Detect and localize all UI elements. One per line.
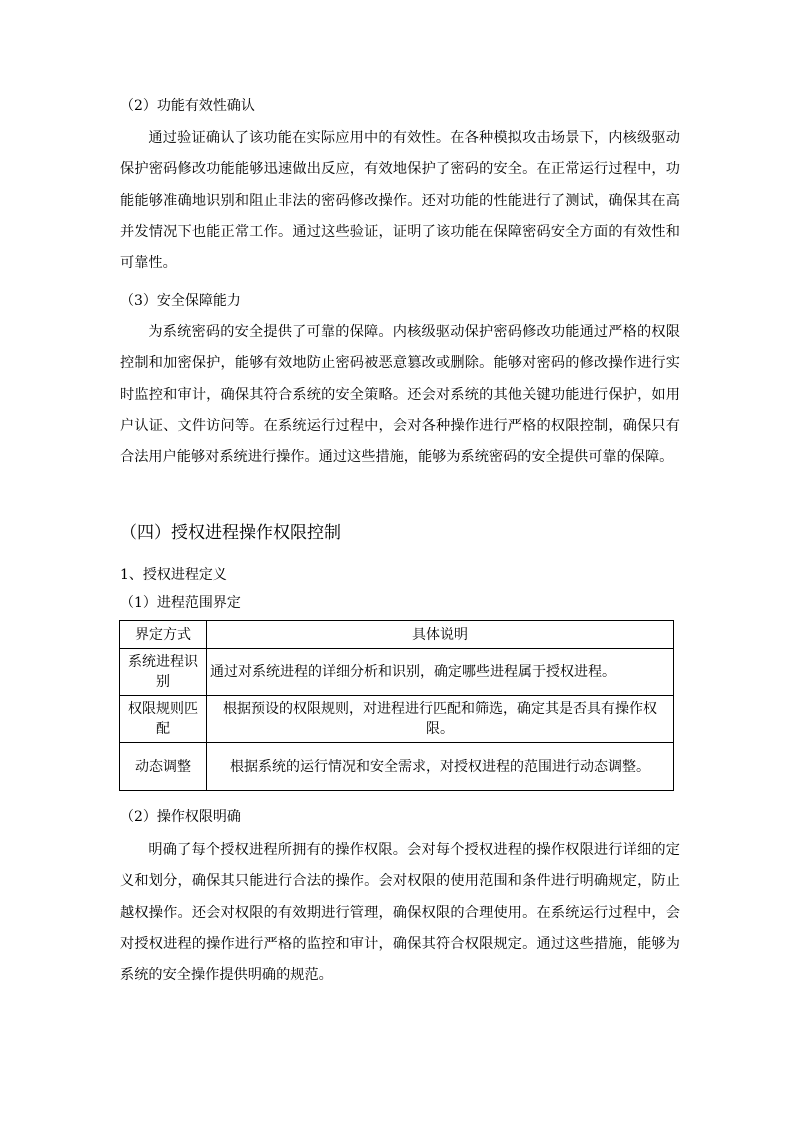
item-heading-process-definition: 1、授权进程定义 [120, 567, 227, 583]
section-heading-security-assurance: （3）安全保障能力 [120, 293, 241, 309]
table-cell-description: 通过对系统进程的详细分析和识别，确定哪些进程属于授权进程。 [207, 649, 674, 696]
table-header-cell: 具体说明 [207, 621, 674, 649]
paragraph-security-assurance: 为系统密码的安全提供了可靠的保障。内核级驱动保护密码修改功能通过严格的权限控制和加密保护，能够有效地防止密码被恶意篡改或删除。能够对密码的修改操作进行实时监控和审计，确保其符合系统的安全策略。还会对系统的其他关键功能进行保护，如用户认证、文件访问等。在系统运行过程中，会对各种操作进行严格的权限控制，确保只有合法用户能够对系统进行操作。通过这些措施，能够为系统密码的安全提供可靠的保障。 [120, 324, 680, 466]
process-scope-table [119, 620, 674, 791]
table-cell-description: 根据系统的运行情况和安全需求，对授权进程的范围进行动态调整。 [207, 743, 674, 791]
paragraph-operation-permissions: 明确了每个授权进程所拥有的操作权限。会对每个授权进程的操作权限进行详细的定义和划分，确保其只能进行合法的操作。会对权限的使用范围和条件进行明确规定，防止越权操作。还会对权限的有效期进行管理，确保权限的合理使用。在系统运行过程中，会对授权进程的操作进行严格的监控和审计，确保其符合权限规定。通过这些措施，能够为系统的安全操作提供明确的规范。 [120, 842, 680, 984]
paragraph-functional-effectiveness: 通过验证确认了该功能在实际应用中的有效性。在各种模拟攻击场景下，内核级驱动保护密码修改功能能够迅速做出反应，有效地保护了密码的安全。在正常运行过程中，功能能够准确地识别和阻止非法的密码修改操作。还对功能的性能进行了测试，确保其在高并发情况下也能正常工作。通过这些验证，证明了该功能在保障密码安全方面的有效性和可靠性。 [120, 130, 680, 272]
table-cell-method: 权限规则匹配 [120, 696, 207, 743]
table-cell-method: 系统进程识别 [120, 649, 207, 696]
chapter-title: （四）授权进程操作权限控制 [120, 523, 341, 543]
table-header-row [120, 621, 674, 649]
table-row [120, 743, 674, 791]
table-header-cell: 界定方式 [120, 621, 207, 649]
section-heading-functional-effectiveness: （2）功能有效性确认 [120, 98, 255, 114]
sub-heading-process-scope: （1）进程范围界定 [120, 595, 241, 611]
table-row [120, 649, 674, 696]
table-cell-description: 根据预设的权限规则，对进程进行匹配和筛选，确定其是否具有操作权限。 [207, 696, 674, 743]
table-cell-method: 动态调整 [120, 743, 207, 791]
table-row [120, 696, 674, 743]
sub-heading-operation-permissions: （2）操作权限明确 [120, 809, 241, 825]
